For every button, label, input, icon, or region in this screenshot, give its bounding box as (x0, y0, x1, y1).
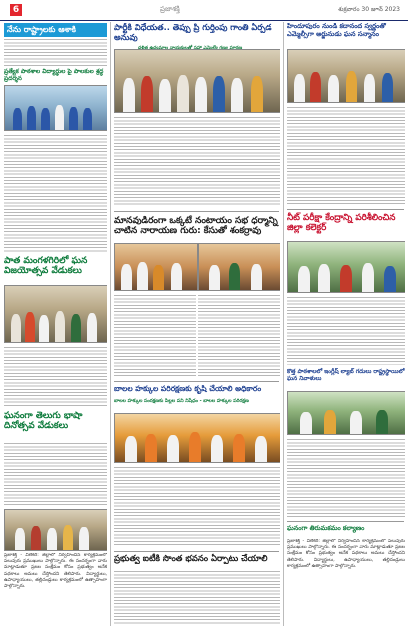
page-number: 6 (10, 4, 22, 16)
column-divider (283, 22, 284, 626)
left-banner: నేను రాష్ట్రాలకు ఆశాకి (4, 23, 107, 49)
mid-headline: మానవుడిరంగా ఒక్కటే నంటాయం సభ ధర్మాన్ని చాటిన నారాయణ గురు: కేసుతో శంకర్రావు (114, 216, 278, 237)
article-body: ప్రజాశక్తి - విలేకరి: జిల్లాలో నిర్వహించిన కార్యక్రమంలో పలువురు ప్రముఖులు పాల్గొన్నారు. ఈ సందర్భంగా వారు మాట్లాడుతూ ప్రజల సంక్షేమం కోసం ప్రభుత్వం అనేక పథకాలు అమలు చేస్తోందని తెలిపారు. విద్యార్థులు, ఉపాధ్యాయులు, తల్లిదండ్రులు కార్యక్రమంలో ఉత్సాహంగా పాల్గొన్నారు. (287, 539, 405, 569)
article-text (114, 293, 196, 377)
article-text (4, 441, 107, 505)
article-text (287, 105, 405, 205)
bottom-headline: ప్రభుత్వ ఐటీకి సొంత భవనం ఏర్పాటు చేయాలి (114, 554, 268, 564)
school-photo (287, 391, 405, 435)
kalyanam-headline: ఘనంగా తిరుమకమం కల్యాణం (287, 524, 365, 532)
center-column (114, 23, 280, 626)
child-rights-photo (114, 413, 280, 463)
article-text (4, 345, 107, 407)
child-rights-headline: బాలల హక్కుల పరిరక్షణకు కృషి చేయాలి అధికారం (114, 384, 262, 393)
page-header (0, 0, 408, 21)
article-text (287, 437, 405, 517)
column-divider (110, 22, 111, 626)
story3-headline: ఘనంగా తెలుగు భాషా దినోత్సవ వేడుకలు (4, 411, 83, 432)
felicitation-photo-right (287, 49, 405, 103)
collector-photo (287, 241, 405, 293)
article-text (4, 37, 107, 67)
students-photo (4, 85, 107, 131)
article-text (114, 569, 280, 625)
masthead: ప్రజాశక్తి (160, 5, 180, 13)
felicitation-photo (114, 49, 280, 113)
event-photo (198, 243, 280, 291)
neet-headline: నీట్ పరీక్షా కేంద్రాన్ని పరిశీలించిన జిల్లా కలెక్టర్ (287, 213, 396, 234)
story2-headline: పాత మంగళగిరిలో ఘన విజయోత్సవ వేడుకలు (4, 256, 88, 277)
telugu-day-photo (4, 509, 107, 551)
top-headline: పార్టీకి విధేయత.. తెప్పు ప్రి గుర్తింపు గాంతి ఏర్పడ అనువు (114, 23, 272, 42)
article-text (114, 465, 280, 547)
article-text (114, 115, 280, 207)
article-text (287, 295, 405, 365)
article-text (198, 293, 280, 377)
right-top-headline: హిందూపురం నుండి కదానంద స్వర్ణంతో ఎమ్మెల్సీగా అర్జునుడు ఘన సన్మానం (287, 23, 386, 38)
right-column (287, 23, 405, 626)
story1-headline: ప్రత్యేక పాఠశాల విద్యార్థుల పై పాలకుల శ్రద్ధ ప్రదర్శన (4, 68, 104, 82)
english-lab-headline: కొత్త పాఠశాలలో ఇంగ్లీష్ ల్యాబ్ గదులు రాష్ట్రస్థాయిలో ఘన నివాళులు (287, 369, 405, 382)
left-column (4, 23, 107, 626)
celebration-photo (4, 285, 107, 343)
article-body: ప్రజాశక్తి - విలేకరి: జిల్లాలో నిర్వహించిన కార్యక్రమంలో పలువురు ప్రముఖులు పాల్గొన్నారు. ఈ సందర్భంగా వారు మాట్లాడుతూ ప్రజల సంక్షేమం కోసం ప్రభుత్వం అనేక పథకాలు అమలు చేస్తోందని తెలిపారు. విద్యార్థులు, ఉపాధ్యాయులు, తల్లిదండ్రులు కార్యక్రమంలో ఉత్సాహంగా పాల్గొన్నారు. (4, 553, 107, 590)
dateline: శుక్రవారం 30 జూన్ 2023 (338, 6, 400, 13)
article-text (4, 133, 107, 253)
child-rights-subhead: బాలల హక్కుల సంరక్షణకు పిల్లల పని నిషేధం - బాలల హక్కుల పరిరక్షణ (114, 399, 249, 404)
narayana-guru-photo (114, 243, 198, 291)
